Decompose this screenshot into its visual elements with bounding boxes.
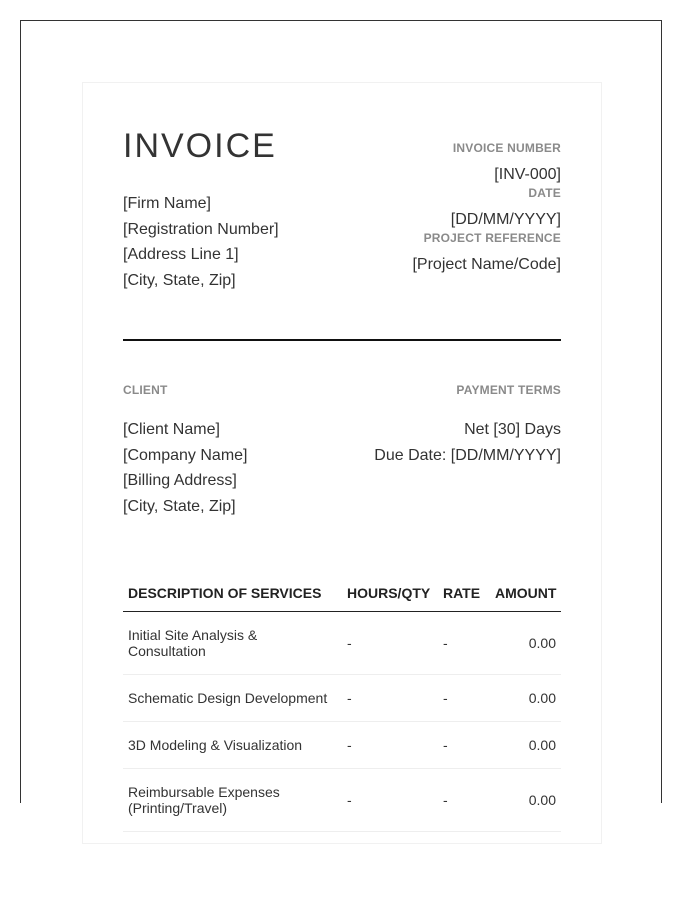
- service-description: Schematic Design Development: [123, 675, 342, 722]
- invoice-meta: [412, 141, 561, 276]
- service-amount: 0.00: [490, 675, 561, 722]
- firm-address: [Address Line 1]: [123, 246, 239, 263]
- client-company: [Company Name]: [123, 446, 248, 464]
- amount-header: AMOUNT: [490, 575, 561, 612]
- qty-header: HOURS/QTY: [342, 575, 438, 612]
- service-description: Initial Site Analysis & Consultation: [123, 612, 342, 675]
- description-header: DESCRIPTION OF SERVICES: [123, 575, 342, 612]
- firm-details: [123, 191, 279, 293]
- date-value: [DD/MM/YYYY]: [450, 211, 561, 228]
- client-city: [City, State, Zip]: [123, 497, 236, 515]
- firm-registration: [Registration Number]: [123, 220, 279, 238]
- services-table: [123, 575, 561, 832]
- client-name: [Client Name]: [123, 421, 220, 438]
- firm-city: [City, State, Zip]: [123, 271, 236, 289]
- table-row: [123, 722, 561, 769]
- firm-name: [Firm Name]: [123, 195, 211, 212]
- service-amount: 0.00: [490, 612, 561, 675]
- invoice-page: [82, 82, 602, 844]
- client-label: CLIENT: [123, 383, 168, 397]
- invoice-title: INVOICE: [123, 127, 277, 165]
- invoice-number-label: INVOICE NUMBER: [452, 141, 561, 155]
- service-rate: -: [438, 675, 490, 722]
- due-date-value: Due Date: [DD/MM/YYYY]: [374, 446, 561, 464]
- document-viewport: [20, 20, 662, 816]
- service-amount: 0.00: [490, 769, 561, 832]
- service-qty: -: [342, 675, 438, 722]
- service-amount: 0.00: [490, 722, 561, 769]
- client-details: [123, 417, 248, 519]
- date-label: DATE: [528, 186, 561, 200]
- header-divider: [123, 339, 561, 341]
- payment-terms-section: [374, 383, 561, 468]
- table-row: [123, 675, 561, 722]
- rate-header: RATE: [438, 575, 490, 612]
- project-reference-value: [Project Name/Code]: [412, 256, 561, 273]
- payment-terms-details: [374, 417, 561, 468]
- service-rate: -: [438, 722, 490, 769]
- payment-terms-value: Net [30] Days: [464, 421, 561, 438]
- services-header-row: [123, 575, 561, 612]
- payment-terms-label: PAYMENT TERMS: [456, 383, 561, 397]
- table-row: [123, 612, 561, 675]
- service-qty: -: [342, 722, 438, 769]
- service-rate: -: [438, 612, 490, 675]
- client-billing-address: [Billing Address]: [123, 472, 237, 489]
- service-rate: -: [438, 769, 490, 832]
- service-qty: -: [342, 769, 438, 832]
- service-description: 3D Modeling & Visualization: [123, 722, 342, 769]
- client-section: [123, 383, 248, 519]
- service-description: Reimbursable Expenses (Printing/Travel): [123, 769, 342, 832]
- project-reference-label: PROJECT REFERENCE: [423, 231, 561, 245]
- invoice-number-value: [INV-000]: [494, 166, 561, 183]
- table-row: [123, 769, 561, 832]
- service-qty: -: [342, 612, 438, 675]
